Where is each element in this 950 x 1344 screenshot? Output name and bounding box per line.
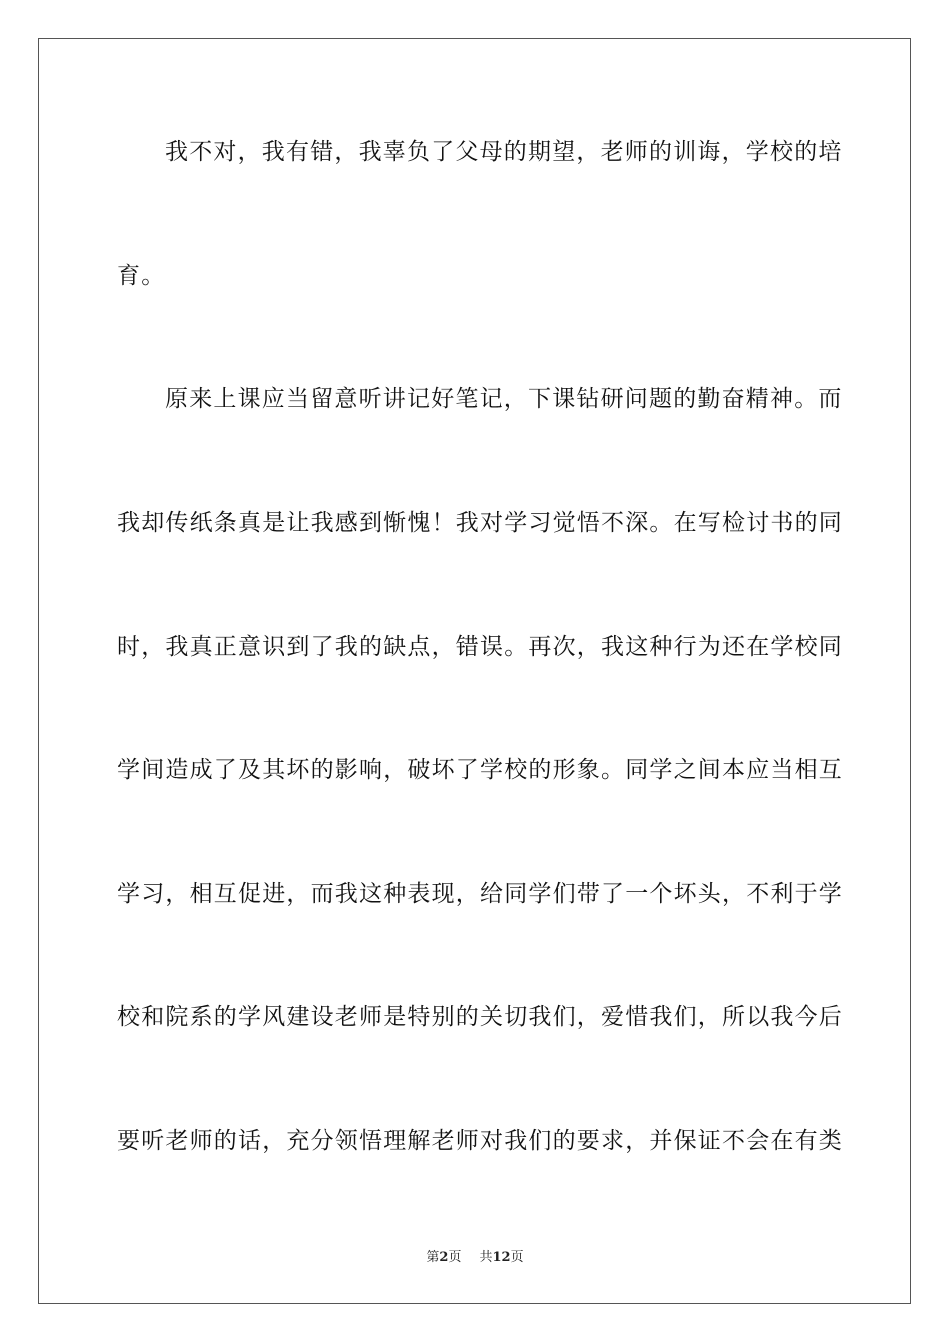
footer-total-prefix: 共 (479, 1250, 493, 1265)
paragraph-2-line-3: 时，我真正意识到了我的缺点，错误。再次，我这种行为还在学校同 (117, 634, 843, 660)
page-frame (38, 38, 911, 1304)
paragraph-2-line-2: 我却传纸条真是让我感到惭愧！我对学习觉悟不深。在写检讨书的同 (117, 510, 843, 536)
footer-total-suffix: 页 (510, 1250, 524, 1265)
paragraph-2-line-6: 校和院系的学风建设老师是特别的关切我们，爱惜我们，所以我今后 (117, 1004, 843, 1030)
paragraph-2-line-5: 学习，相互促进，而我这种表现，给同学们带了一个坏头，不利于学 (117, 881, 843, 907)
paragraph-1-line-2: 育。 (117, 263, 166, 289)
footer-total-pages: 12 (492, 1250, 511, 1265)
footer-page-prefix: 第 (426, 1250, 440, 1265)
page-footer (0, 1250, 950, 1266)
paragraph-2-line-4: 学间造成了及其坏的影响，破坏了学校的形象。同学之间本应当相互 (117, 757, 843, 783)
footer-page-suffix: 页 (448, 1250, 462, 1265)
paragraph-1-line-1: 我不对，我有错，我辜负了父母的期望，老师的训诲，学校的培 (165, 139, 843, 165)
paragraph-2-line-7: 要听老师的话，充分领悟理解老师对我们的要求，并保证不会在有类 (117, 1128, 843, 1154)
footer-page-number: 2 (439, 1250, 449, 1265)
paragraph-2-line-1: 原来上课应当留意听讲记好笔记，下课钻研问题的勤奋精神。而 (165, 386, 843, 412)
